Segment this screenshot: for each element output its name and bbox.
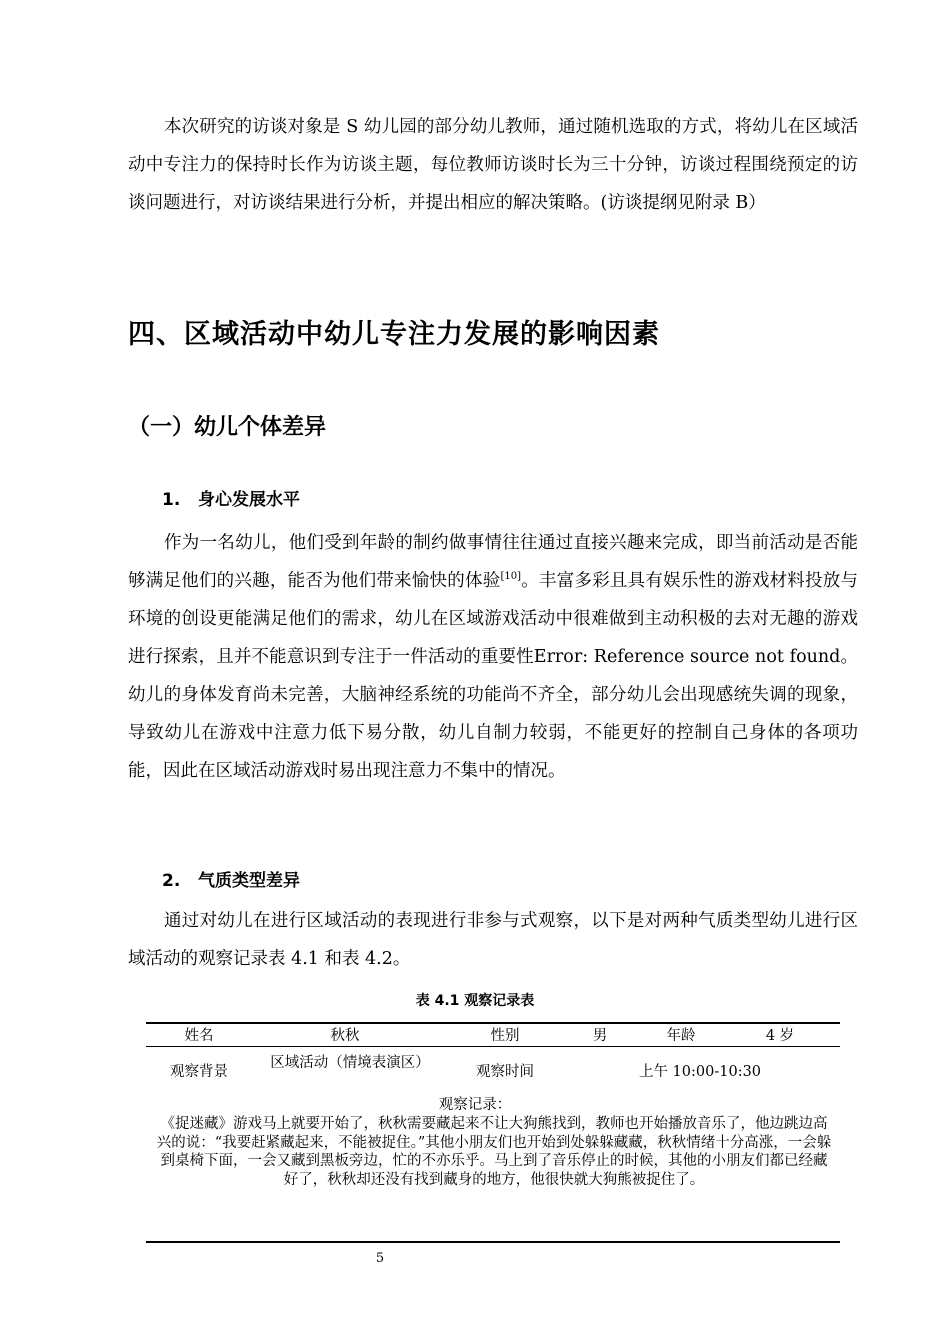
intro-paragraph: 本次研究的访谈对象是 S 幼儿园的部分幼儿教师，通过随机选取的方式，将幼儿在区域活动中专注力的保持时长作为访谈主题，每位教师访谈时长为三十分钟，访谈过程围绕预定的访谈问题进行，对访谈结果进行分析，并提出相应的解决策略。(访谈提纲见附录 B） [128,117,858,213]
background-value: 区域活动（情境表演区） [270,1055,430,1071]
subsection-heading-1 [162,485,300,510]
page-number: 5 [375,1251,385,1266]
paragraph-text: 。丰富多彩且具有娱乐性的游戏材料投放与环境的创设更能满足他们的需求，幼儿在区域游戏活动中很难做到主动积极的去对无趣的游戏进行探索，且并不能意识到专注于一件活动的重要性Error: Reference source not found。幼儿的身体发育尚未完善，大脑神经系统的功能尚不齐全，部分幼儿会出现感统失调的现象，导致幼儿在游戏中注意力低下易分散，幼儿自制力较弱，不能更好的控制自己身体的各项功能，因此在区域活动游戏时易出现注意力不集中的情况。 [128,571,859,781]
age-label: 年龄 [666,1028,696,1044]
section-heading: （一）幼儿个体差异 [128,415,327,440]
body-paragraph-2 [128,524,858,790]
record-label: 观察记录： [438,1097,512,1113]
subsection-number: 2. [162,871,181,891]
table-bottom-rule [146,1241,840,1243]
subsection-number: 1. [162,490,181,510]
body-paragraph-3: 通过对幼儿在进行区域活动的表现进行非参与式观察，以下是对两种气质类型幼儿进行区域活动的观察记录表 4.1 和表 4.2。 [128,911,858,969]
paragraph-text: 作为一名幼儿，他们受到年龄的制约做事情往往通过直接兴趣来完成，即当前活动是否能够满足他们的兴趣，能否为他们带来愉快的体验 [128,533,858,591]
background-label: 观察背景 [170,1064,228,1080]
chapter-heading: 四、区域活动中幼儿专注力发展的影响因素 [128,319,660,350]
time-value: 上午 10:00-10:30 [638,1064,762,1080]
subsection-title: 气质类型差异 [198,871,300,891]
time-label: 观察时间 [476,1064,534,1080]
table-caption: 表 4.1 观察记录表 [415,993,535,1009]
table-top-rule [146,1022,840,1024]
gender-label: 性别 [490,1028,520,1044]
age-value: 4 岁 [765,1028,795,1044]
table-header-rule [146,1046,840,1047]
record-text: 《捉迷藏》游戏马上就要开始了，秋秋需要藏起来不让大狗熊找到，教师也开始播放音乐了，他边跳边高兴的说：“我要赶紧藏起来，不能被捉住。”其他小朋友们也开始到处躲躲藏藏，秋秋情绪十分高涨，一会躲到桌椅下面，一会又藏到黑板旁边，忙的不亦乐乎。马上到了音乐停止的时候，其他的小朋友们都已经藏好了，秋秋却还没有找到藏身的地方，他很快就大狗熊被捉住了。 [156,1116,832,1188]
subsection-title: 身心发展水平 [198,490,300,510]
name-label: 姓名 [184,1028,214,1044]
citation-ref: [10] [500,571,522,583]
subsection-heading-2 [162,866,300,891]
gender-value: 男 [592,1028,608,1044]
name-value: 秋秋 [330,1028,360,1044]
